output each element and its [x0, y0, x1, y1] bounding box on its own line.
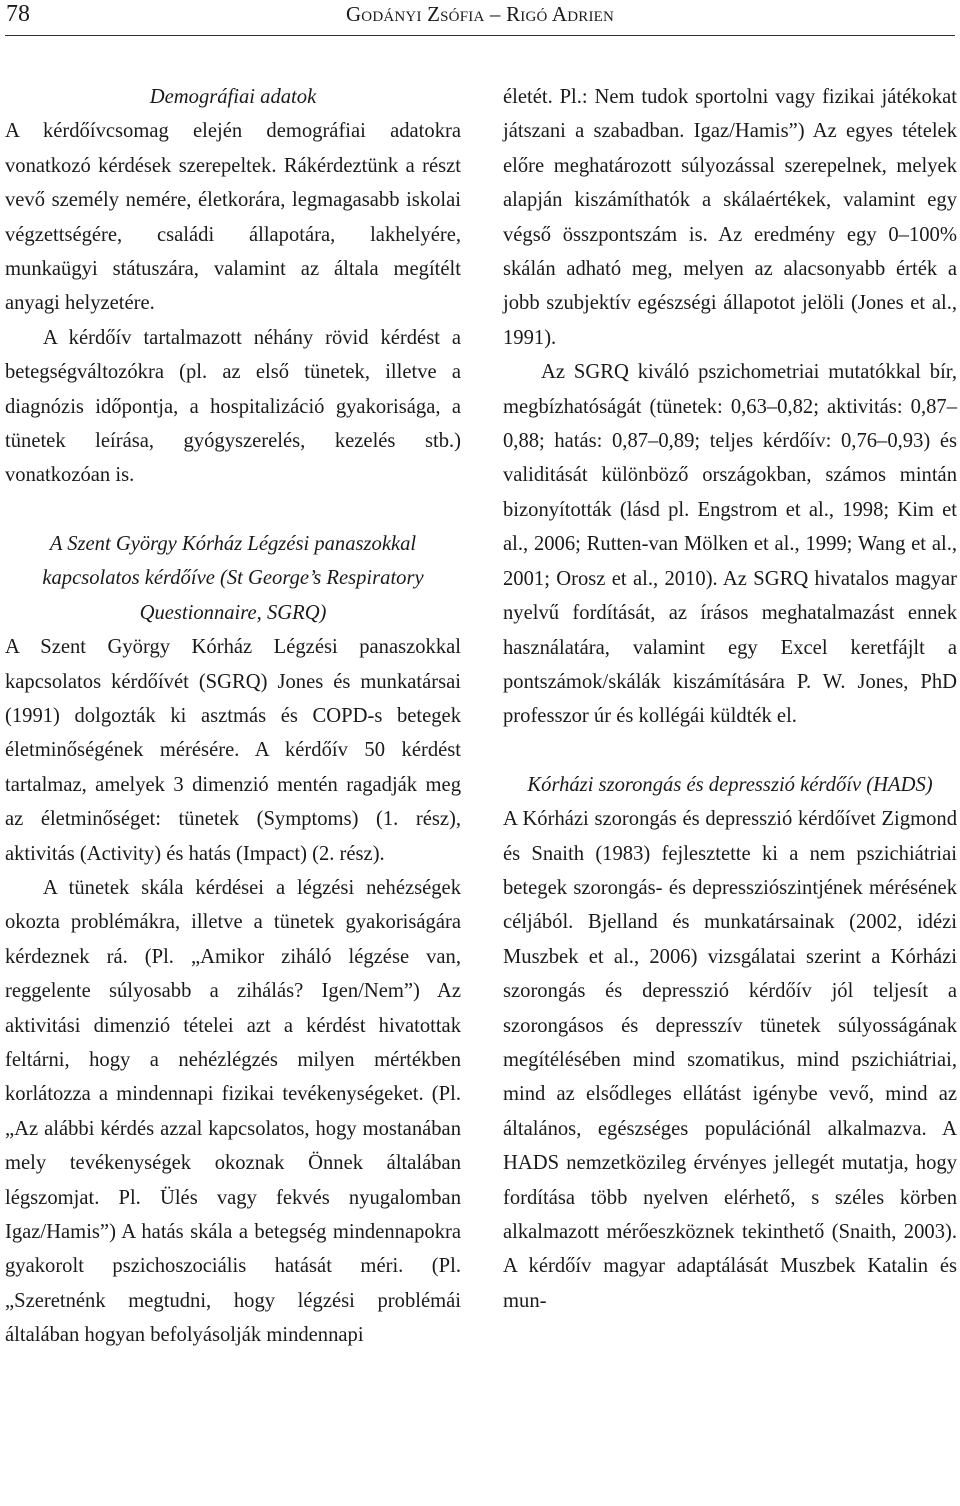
right-column — [503, 80, 957, 1318]
page-number: 78 — [6, 1, 30, 27]
left-column — [5, 80, 461, 1353]
paragraph: A kérdőív tartalmazott néhány rövid kérdést a betegségváltozókra (pl. az első tünetek, illetve a diagnózis időpontja, a hospitalizáció gyakorisága, a tünetek leírása, gyógyszerelés, kezelés stb.) vonatkozóan is. — [5, 326, 461, 487]
section-heading-demographic: Demográfiai adatok — [149, 86, 317, 108]
paragraph: életét. Pl.: Nem tudok sportolni vagy fizikai játékokat játszani a szabadban. Igaz/Hamis”) Az egyes tételek előre meghatározott súlyozással szerepelnek, melyek alapján kiszámíthatók a skálaértékek, valamint egy végső összpontszám is. Az eredmény egy 0–100% skálán adható meg, melyen az alacsonyabb érték a jobb szubjektív egészségi állapotot jelöli (Jones et al., 1991). — [503, 86, 957, 349]
paragraph: A kérdőívcsomag elején demográfiai adatokra vonatkozó kérdések szerepeltek. Rákérdeztünk a részt vevő személy nemére, életkorára, legmagasabb iskolai végzettségére, családi állapotára, lakhelyére, munkaügyi státuszára, valamint az általa megítélt anyagi helyzetére. — [5, 120, 461, 315]
paragraph: Az SGRQ kiváló pszichometriai mutatókkal bír, megbízhatóságát (tünetek: 0,63–0,82; aktivitás: 0,87–0,88; hatás: 0,87–0,89; teljes kérdőív: 0,76–0,93) és validitását különböző országokban, számos mintán bizonyították (lásd pl. Engstrom et al., 1998; Kim et al., 2006; Rutten-van Mölken et al., 1999; Wang et al., 2001; Orosz et al., 2010). Az SGRQ hivatalos magyar nyelvű fordítását, az írásos meghatalmazást ennek használatára, valamint egy Excel keretfájlt a pontszámok/skálák kiszámítására P. W. Jones, PhD professzor úr és kollégái küldték el. — [503, 361, 957, 728]
section-heading-hads: Kórházi szorongás és depresszió kérdőív (HADS) — [527, 773, 933, 796]
running-head: Godányi Zsófia – Rigó Adrien — [345, 2, 615, 26]
page-header — [0, 0, 960, 30]
paragraph: A Szent György Kórház Légzési panaszokkal kapcsolatos kérdőívét (SGRQ) Jones és munkatársai (1991) dolgozták ki asztmás és COPD-s betegek életminőségének mérésére. A kérdőív 50 kérdést tartalmaz, amelyek 3 dimenzió mentén ragadják meg az életminőséget: tünetek (Symptoms) (1. rész), aktivitás (Activity) és hatás (Impact) (2. rész). — [5, 636, 461, 865]
paragraph: A tünetek skála kérdései a légzési nehézségek okozta problémákra, illetve a tünetek gyakoriságára kérdeznek rá. (Pl. „Amikor ziháló légzése van, reggelente súlyosabb a zihálás? Igen/Nem”) Az aktivitási dimenzió tételei azt a kérdést hivatottak feltárni, hogy a nehézlégzés milyen mértékben korlátozza a mindennapi fizikai tevékenységeket. (Pl. „Az alábbi kérdés azzal kapcsolatos, hogy mostanában mely tevékenységek okoznak Önnek általában légszomjat. Pl. Ülés vagy fekvés nyugalomban Igaz/Hamis”) A hatás skála a betegség mindennapokra gyakorolt pszichoszociális hatását méri. (Pl. „Szeretnénk megtudni, hogy légzési problémái általában hogyan befolyásolják mindennapi — [5, 876, 461, 1347]
paragraph: A Kórházi szorongás és depresszió kérdőívet Zigmond és Snaith (1983) fejlesztette ki a nem pszichiátriai betegek szorongás- és depressziószintjének mérésének céljából. Bjelland és munkatársainak (2002, idézi Muszbek et al., 2006) vizsgálatai szerint a Kórházi szorongás és depresszió kérdőív jól teljesít a szorongásos és depresszív tünetek súlyosságának megítélésében mind szomatikus, mind pszichiátriai, mind az elsődleges ellátást igénybe vevő, mind az általános, egészséges populációnál alkalmazva. A HADS nemzetközileg érvényes jellegét mutatja, hogy fordítása több nyelven elérhető, s széles körben alkalmazott mérőeszköznek tekinthető (Snaith, 2003). A kérdőív magyar adaptálását Muszbek Katalin és mun- — [503, 808, 957, 1312]
header-rule — [5, 35, 955, 36]
section-heading-sgrq: A Szent György Kórház Légzési panaszokkal kapcsolatos kérdőíve (St George’s Respiratory Questionnaire, SGRQ) — [42, 532, 424, 624]
